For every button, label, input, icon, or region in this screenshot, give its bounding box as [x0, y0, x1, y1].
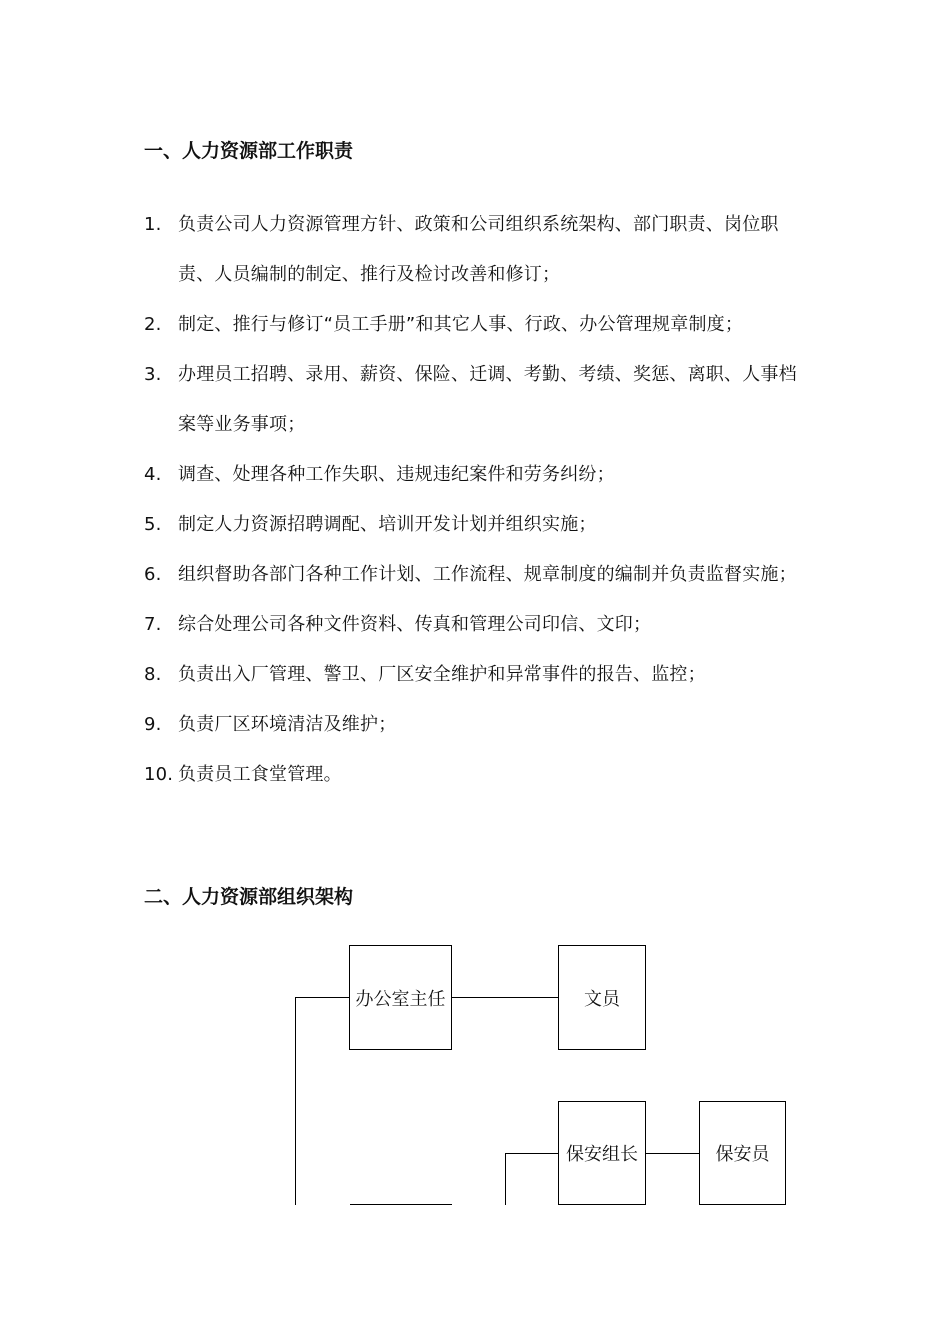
org-node-label: 保安组长	[566, 1144, 638, 1165]
item-number: 1.	[144, 214, 162, 235]
list-item	[144, 600, 804, 650]
list-item	[144, 750, 804, 800]
item-text: 组织督助各部门各种工作计划、工作流程、规章制度的编制并负责监督实施；	[178, 564, 797, 585]
partial-box-top-edge	[350, 1204, 452, 1205]
section-title-duties: 一、人力资源部工作职责	[144, 140, 354, 162]
connector-to-security-leader	[505, 1153, 559, 1154]
item-text: 负责出入厂管理、警卫、厂区安全维护和异常事件的报告、监控；	[178, 664, 706, 685]
org-node-label: 办公室主任	[355, 988, 446, 1010]
item-text: 负责厂区环境清洁及维护；	[178, 714, 397, 735]
connector-leader-to-guard	[645, 1153, 700, 1154]
item-number: 9.	[144, 714, 162, 735]
org-node-security-leader	[558, 1101, 646, 1205]
list-item	[144, 350, 804, 450]
org-node-label: 文员	[584, 988, 620, 1010]
item-text: 负责员工食堂管理。	[178, 764, 342, 785]
item-number: 7.	[144, 614, 162, 635]
connector-trunk-vertical	[295, 997, 296, 1205]
connector-director-to-clerk	[451, 997, 559, 998]
connector-leader-vertical	[505, 1153, 506, 1205]
item-number: 3.	[144, 364, 162, 385]
item-text: 办理员工招聘、录用、薪资、保险、迁调、考勤、考绩、奖惩、离职、人事档案等业务事项；	[178, 364, 797, 435]
item-number: 6.	[144, 564, 162, 585]
item-text: 制定人力资源招聘调配、培训开发计划并组织实施；	[178, 514, 597, 535]
item-number: 10.	[144, 764, 174, 785]
list-item	[144, 550, 804, 600]
item-number: 8.	[144, 664, 162, 685]
org-node-office-director	[349, 945, 452, 1050]
list-item	[144, 450, 804, 500]
item-number: 2.	[144, 314, 162, 335]
org-node-security-guard	[699, 1101, 786, 1205]
list-item	[144, 200, 804, 300]
item-text: 负责公司人力资源管理方针、政策和公司组织系统架构、部门职责、岗位职责、人员编制的制定、推行及检讨改善和修订；	[178, 214, 779, 285]
list-item	[144, 650, 804, 700]
org-node-label: 保安员	[715, 1144, 770, 1165]
item-number: 4.	[144, 464, 162, 485]
duties-list	[144, 200, 804, 800]
item-text: 综合处理公司各种文件资料、传真和管理公司印信、文印；	[178, 614, 652, 635]
list-item	[144, 300, 804, 350]
item-text: 调查、处理各种工作失职、违规违纪案件和劳务纠纷；	[178, 464, 615, 485]
item-number: 5.	[144, 514, 162, 535]
list-item	[144, 500, 804, 550]
item-text: 制定、推行与修订“员工手册”和其它人事、行政、办公管理规章制度；	[178, 314, 744, 335]
list-item	[144, 700, 804, 750]
connector-trunk-to-director	[295, 997, 350, 998]
org-node-clerk	[558, 945, 646, 1050]
section-title-org-structure: 二、人力资源部组织架构	[144, 886, 354, 908]
